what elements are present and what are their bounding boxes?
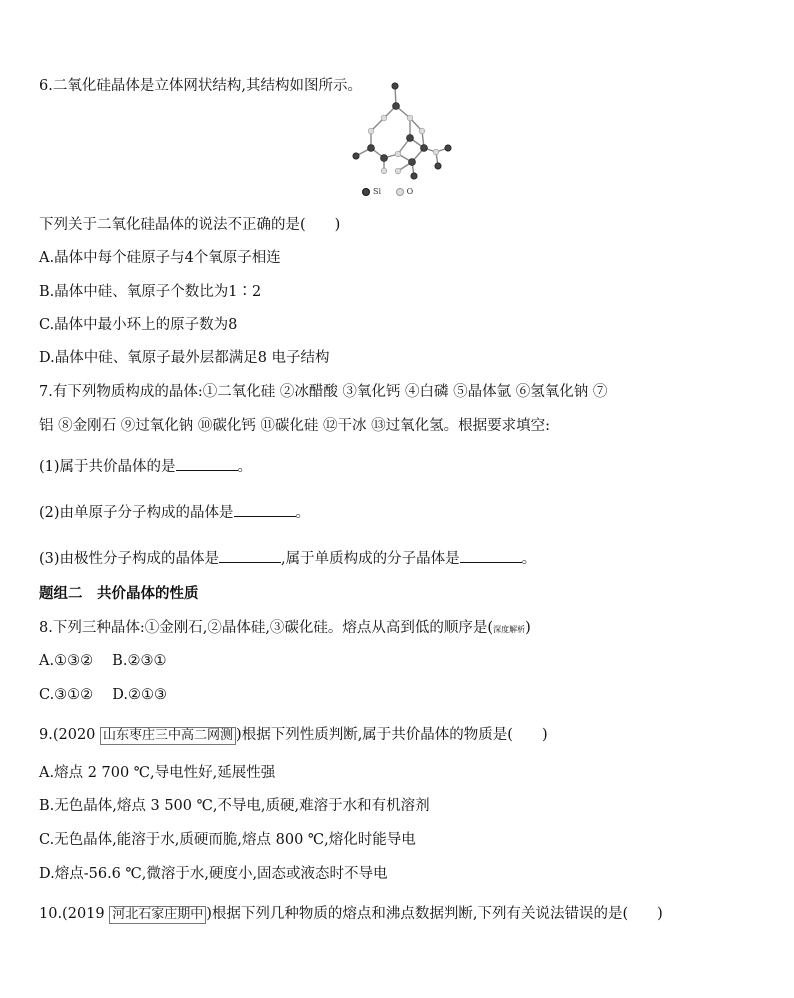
q6-option-b: B.晶体中硅、氧原子个数比为1∶2 xyxy=(39,284,262,300)
legend-o-label: O xyxy=(406,187,414,196)
q9-option-a: A.熔点 2 700 ℃,导电性好,延展性强 xyxy=(39,765,276,781)
q8-options-row-1: A.①③② B.②③① xyxy=(39,653,167,669)
group-2-heading: 题组二 共价晶体的性质 xyxy=(39,585,199,602)
legend-si-label: Si xyxy=(373,187,382,196)
q7-sub-1 xyxy=(39,456,252,477)
q7-line-1: 7.有下列物质构成的晶体:①二氧化硅 ②冰醋酸 ③氧化钙 ④白磷 ⑤晶体氩 ⑥氢氧化钠 ⑦ xyxy=(39,384,608,400)
figure-legend xyxy=(362,187,413,196)
q7-sub2-text: (2)由单原子分子构成的晶体是 xyxy=(39,505,234,521)
q6-stem: 6.二氧化硅晶体是立体网状结构,其结构如图所示。 xyxy=(39,78,362,94)
o-atom-icon xyxy=(396,188,404,196)
q6-option-d: D.晶体中硅、氧原子最外层都满足8 电子结构 xyxy=(39,350,330,366)
q9-prefix: 9.(2020 xyxy=(39,727,101,743)
q10-prefix: 10.(2019 xyxy=(39,906,110,922)
sio2-structure-figure xyxy=(338,76,466,200)
q7-sub1-end: 。 xyxy=(237,459,253,475)
q9-option-c: C.无色晶体,能溶于水,质硬而脆,熔点 800 ℃,熔化时能导电 xyxy=(39,832,416,848)
q7-line-2: 铝 ⑧金刚石 ⑨过氧化钠 ⑩碳化钙 ⑪碳化硅 ⑫干冰 ⑬过氧化氢。根据要求填空: xyxy=(39,418,551,434)
si-atom-icon xyxy=(362,188,370,196)
q8-stem-text: 8.下列三种晶体:①金刚石,②晶体硅,③碳化硅。熔点从高到低的顺序是( xyxy=(39,620,494,636)
answer-blank[interactable] xyxy=(176,456,238,471)
answer-blank[interactable] xyxy=(460,548,522,563)
q8-stem xyxy=(39,618,531,640)
q9-source-box: 山东枣庄三中高二网测 xyxy=(100,727,236,745)
q6-option-c: C.晶体中最小环上的原子数为8 xyxy=(39,317,238,333)
q9-stem xyxy=(39,725,548,745)
q6-prompt: 下列关于二氧化硅晶体的说法不正确的是( ) xyxy=(39,217,341,233)
answer-blank[interactable] xyxy=(219,548,281,563)
q6-option-a: A.晶体中每个硅原子与4个氧原子相连 xyxy=(39,250,281,266)
q7-sub1-text: (1)属于共价晶体的是 xyxy=(39,459,176,475)
q9-option-d: D.熔点-56.6 ℃,微溶于水,硬度小,固态或液态时不导电 xyxy=(39,866,388,882)
q7-sub-2 xyxy=(39,502,310,523)
answer-blank[interactable] xyxy=(234,502,296,517)
q8-stem-end: ) xyxy=(525,620,531,636)
q10-stem xyxy=(39,904,663,924)
q9-suffix: )根据下列性质判断,属于共价晶体的物质是( ) xyxy=(236,727,548,743)
q10-source-box: 河北石家庄期中 xyxy=(109,906,206,924)
q7-sub2-end: 。 xyxy=(295,505,311,521)
q7-sub3-end: 。 xyxy=(521,551,537,567)
q9-option-b: B.无色晶体,熔点 3 500 ℃,不导电,质硬,难溶于水和有机溶剂 xyxy=(39,798,430,814)
q10-suffix: )根据下列几种物质的熔点和沸点数据判断,下列有关说法错误的是( ) xyxy=(206,906,663,922)
q7-sub3b-text: ,属于单质构成的分子晶体是 xyxy=(281,551,460,567)
q7-sub3a-text: (3)由极性分子构成的晶体是 xyxy=(39,551,220,567)
q8-tag[interactable]: 深度解析 xyxy=(493,625,526,634)
q7-sub-3 xyxy=(39,548,536,569)
q8-options-row-2: C.③①② D.②①③ xyxy=(39,687,168,703)
